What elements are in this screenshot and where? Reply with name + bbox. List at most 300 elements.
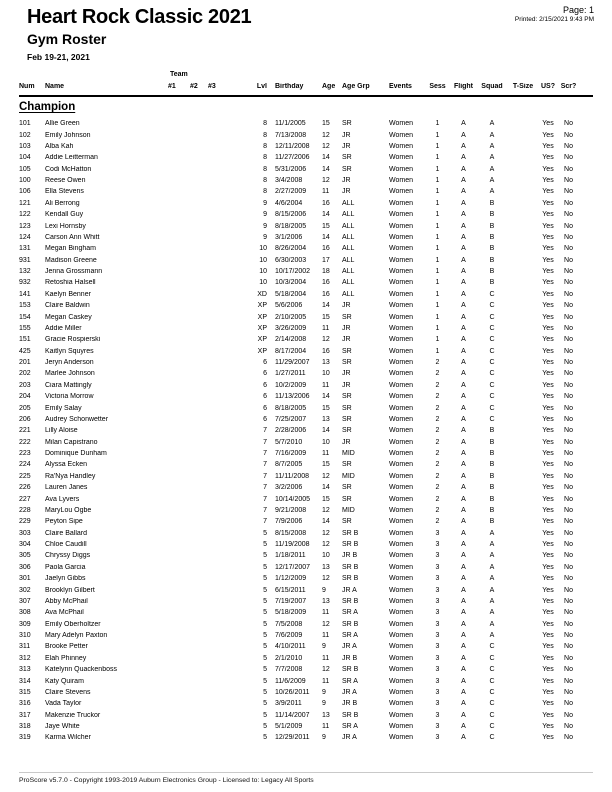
cell-flight: A xyxy=(461,518,466,526)
cell-squad: B xyxy=(489,268,495,276)
cell-sess: 1 xyxy=(435,211,440,219)
cell-age: 11 xyxy=(322,677,330,685)
cell-squad: B xyxy=(489,495,495,503)
cell-lvl: 7 xyxy=(263,472,267,480)
cell-sess: 3 xyxy=(435,586,440,594)
cell-sess: 1 xyxy=(435,336,440,344)
cell-sess: 3 xyxy=(435,563,440,571)
cell-name: Lexi Hornsby xyxy=(45,222,86,230)
cell-num: 221 xyxy=(19,427,31,435)
cell-birthday: 5/7/2010 xyxy=(275,438,303,446)
cell-age-grp: JR A xyxy=(342,734,357,742)
cell-age-grp: ALL xyxy=(342,233,355,241)
cell-num: 201 xyxy=(19,359,31,367)
cell-age-grp: JR A xyxy=(342,586,357,594)
cell-events: Women xyxy=(389,518,413,526)
cell-squad: A xyxy=(489,632,495,640)
cell-squad: C xyxy=(489,734,495,742)
cell-name: Claire Stevens xyxy=(45,688,91,696)
cell-flight: A xyxy=(461,370,466,378)
cell-name: Emily Salay xyxy=(45,404,82,412)
cell-age-grp: JR xyxy=(342,188,351,196)
cell-lvl: 7 xyxy=(263,518,267,526)
cell-us: Yes xyxy=(542,302,554,310)
cell-name: Addie Leitterman xyxy=(45,154,98,162)
header-age: Age xyxy=(322,83,336,90)
roster-row xyxy=(19,243,580,254)
cell-us: Yes xyxy=(542,177,554,185)
cell-us: Yes xyxy=(542,461,554,469)
cell-events: Women xyxy=(389,324,413,332)
cell-events: Women xyxy=(389,620,413,628)
cell-name: Abby McPhail xyxy=(45,597,88,605)
cell-age-grp: SR B xyxy=(342,529,359,537)
cell-events: Women xyxy=(389,256,413,264)
cell-scr: No xyxy=(564,279,573,287)
table-header-row xyxy=(19,83,580,90)
cell-flight: A xyxy=(461,688,466,696)
roster-row xyxy=(19,641,580,652)
header-squad: Squad xyxy=(481,83,503,90)
cell-name: Marlee Johnson xyxy=(45,370,95,378)
cell-num: 310 xyxy=(19,632,31,640)
cell-flight: A xyxy=(461,211,466,219)
cell-squad: C xyxy=(489,654,495,662)
cell-birthday: 11/14/2007 xyxy=(275,711,310,719)
cell-num: 304 xyxy=(19,541,31,549)
cell-scr: No xyxy=(564,142,573,150)
cell-age: 14 xyxy=(322,165,330,173)
cell-num: 141 xyxy=(19,290,31,298)
cell-age-grp: SR xyxy=(342,393,352,401)
cell-lvl: 5 xyxy=(263,632,267,640)
cell-squad: A xyxy=(489,575,495,583)
cell-name: Megan Bingham xyxy=(45,245,96,253)
cell-lvl: 7 xyxy=(263,427,267,435)
cell-flight: A xyxy=(461,677,466,685)
cell-num: 303 xyxy=(19,529,31,537)
roster-row xyxy=(19,732,580,743)
cell-scr: No xyxy=(564,529,573,537)
cell-age: 16 xyxy=(322,279,330,287)
cell-age: 12 xyxy=(322,142,330,150)
cell-flight: A xyxy=(461,324,466,332)
cell-squad: A xyxy=(489,552,495,560)
cell-flight: A xyxy=(461,597,466,605)
cell-birthday: 7/7/2008 xyxy=(275,666,303,674)
roster-row xyxy=(19,129,580,140)
cell-age-grp: ALL xyxy=(342,222,355,230)
cell-name: Gracie Rospierski xyxy=(45,336,101,344)
roster-row xyxy=(19,220,580,231)
cell-age: 16 xyxy=(322,347,330,355)
roster-rows xyxy=(19,118,580,744)
cell-age-grp: SR A xyxy=(342,632,358,640)
cell-flight: A xyxy=(461,359,466,367)
cell-flight: A xyxy=(461,734,466,742)
cell-age-grp: MID xyxy=(342,472,355,480)
cell-num: 305 xyxy=(19,552,31,560)
cell-scr: No xyxy=(564,461,573,469)
cell-sess: 2 xyxy=(435,427,440,435)
cell-age: 15 xyxy=(322,495,330,503)
cell-squad: B xyxy=(489,506,495,514)
cell-sess: 1 xyxy=(435,131,440,139)
cell-num: 103 xyxy=(19,142,31,150)
cell-us: Yes xyxy=(542,165,554,173)
roster-row xyxy=(19,482,580,493)
cell-events: Women xyxy=(389,688,413,696)
cell-age: 14 xyxy=(322,302,330,310)
cell-sess: 1 xyxy=(435,290,440,298)
cell-name: Emily Oberholtzer xyxy=(45,620,101,628)
cell-events: Women xyxy=(389,381,413,389)
roster-row xyxy=(19,164,580,175)
cell-events: Women xyxy=(389,211,413,219)
cell-sess: 3 xyxy=(435,666,440,674)
cell-us: Yes xyxy=(542,632,554,640)
cell-events: Women xyxy=(389,142,413,150)
cell-flight: A xyxy=(461,723,466,731)
cell-lvl: 8 xyxy=(263,142,267,150)
cell-us: Yes xyxy=(542,427,554,435)
roster-row xyxy=(19,471,580,482)
cell-birthday: 8/26/2004 xyxy=(275,245,307,253)
cell-birthday: 3/26/2009 xyxy=(275,324,307,332)
roster-row xyxy=(19,493,580,504)
cell-lvl: 5 xyxy=(263,552,267,560)
section-heading-champion: Champion xyxy=(19,101,76,113)
cell-flight: A xyxy=(461,404,466,412)
cell-flight: A xyxy=(461,632,466,640)
cell-birthday: 2/27/2009 xyxy=(275,188,307,196)
cell-us: Yes xyxy=(542,723,554,731)
cell-sess: 3 xyxy=(435,541,440,549)
cell-flight: A xyxy=(461,245,466,253)
cell-age-grp: SR B xyxy=(342,597,359,605)
cell-num: 311 xyxy=(19,643,31,651)
cell-squad: C xyxy=(489,381,495,389)
cell-flight: A xyxy=(461,563,466,571)
cell-scr: No xyxy=(564,415,573,423)
cell-us: Yes xyxy=(542,700,554,708)
cell-events: Women xyxy=(389,734,413,742)
cell-scr: No xyxy=(564,552,573,560)
cell-num: 932 xyxy=(19,279,31,287)
cell-age: 15 xyxy=(322,404,330,412)
cell-events: Women xyxy=(389,302,413,310)
cell-scr: No xyxy=(564,586,573,594)
cell-lvl: 5 xyxy=(263,654,267,662)
cell-scr: No xyxy=(564,609,573,617)
roster-row xyxy=(19,448,580,459)
cell-scr: No xyxy=(564,677,573,685)
cell-events: Women xyxy=(389,347,413,355)
cell-age: 13 xyxy=(322,415,330,423)
cell-name: Ava Lyvers xyxy=(45,495,80,503)
cell-sess: 1 xyxy=(435,233,440,241)
cell-squad: C xyxy=(489,336,495,344)
roster-row xyxy=(19,346,580,357)
cell-age-grp: SR B xyxy=(342,541,359,549)
cell-flight: A xyxy=(461,541,466,549)
cell-sess: 1 xyxy=(435,302,440,310)
cell-age-grp: SR xyxy=(342,313,352,321)
cell-squad: C xyxy=(489,359,495,367)
cell-lvl: 5 xyxy=(263,620,267,628)
cell-scr: No xyxy=(564,177,573,185)
cell-flight: A xyxy=(461,552,466,560)
cell-birthday: 8/18/2005 xyxy=(275,404,307,412)
cell-sess: 2 xyxy=(435,506,440,514)
cell-age: 14 xyxy=(322,393,330,401)
cell-age: 12 xyxy=(322,336,330,344)
cell-lvl: 6 xyxy=(263,393,267,401)
cell-sess: 3 xyxy=(435,711,440,719)
cell-scr: No xyxy=(564,393,573,401)
cell-num: 204 xyxy=(19,393,31,401)
roster-row xyxy=(19,550,580,561)
cell-scr: No xyxy=(564,188,573,196)
cell-lvl: 7 xyxy=(263,438,267,446)
cell-events: Women xyxy=(389,461,413,469)
cell-birthday: 8/7/2005 xyxy=(275,461,303,469)
cell-birthday: 7/5/2008 xyxy=(275,620,303,628)
cell-squad: A xyxy=(489,620,495,628)
cell-lvl: XP xyxy=(257,302,267,310)
cell-lvl: 5 xyxy=(263,700,267,708)
cell-age-grp: JR xyxy=(342,336,351,344)
cell-birthday: 11/29/2007 xyxy=(275,359,310,367)
cell-birthday: 11/19/2008 xyxy=(275,541,310,549)
roster-row xyxy=(19,380,580,391)
cell-age: 12 xyxy=(322,575,330,583)
cell-scr: No xyxy=(564,427,573,435)
cell-num: 222 xyxy=(19,438,31,446)
cell-birthday: 7/13/2008 xyxy=(275,131,307,139)
cell-num: 202 xyxy=(19,370,31,378)
cell-num: 313 xyxy=(19,666,31,674)
cell-name: Addie Miller xyxy=(45,324,82,332)
cell-birthday: 7/6/2009 xyxy=(275,632,303,640)
cell-age-grp: SR xyxy=(342,495,352,503)
cell-scr: No xyxy=(564,472,573,480)
cell-squad: A xyxy=(489,177,495,185)
cell-events: Women xyxy=(389,495,413,503)
cell-lvl: 5 xyxy=(263,563,267,571)
cell-squad: C xyxy=(489,711,495,719)
cell-lvl: 6 xyxy=(263,370,267,378)
cell-sess: 3 xyxy=(435,632,440,640)
cell-birthday: 7/9/2006 xyxy=(275,518,303,526)
roster-row xyxy=(19,414,580,425)
cell-name: Dominique Dunham xyxy=(45,450,107,458)
roster-row xyxy=(19,539,580,550)
cell-name: Peyton Sipe xyxy=(45,518,83,526)
cell-sess: 1 xyxy=(435,120,440,128)
cell-flight: A xyxy=(461,495,466,503)
cell-scr: No xyxy=(564,575,573,583)
cell-age-grp: SR A xyxy=(342,677,358,685)
cell-sess: 3 xyxy=(435,552,440,560)
cell-age-grp: SR xyxy=(342,484,352,492)
cell-lvl: 8 xyxy=(263,177,267,185)
header-birthday: Birthday xyxy=(275,83,304,90)
cell-squad: B xyxy=(489,245,495,253)
cell-scr: No xyxy=(564,563,573,571)
cell-lvl: 7 xyxy=(263,506,267,514)
roster-row xyxy=(19,437,580,448)
cell-birthday: 4/10/2011 xyxy=(275,643,306,651)
cell-birthday: 3/1/2006 xyxy=(275,233,303,241)
cell-lvl: 8 xyxy=(263,120,267,128)
cell-squad: A xyxy=(489,563,495,571)
cell-flight: A xyxy=(461,575,466,583)
cell-name: Retoshia Halsell xyxy=(45,279,96,287)
header-flight: Flight xyxy=(453,83,474,90)
cell-age-grp: JR A xyxy=(342,643,357,651)
cell-birthday: 2/28/2006 xyxy=(275,427,307,435)
cell-us: Yes xyxy=(542,688,554,696)
cell-num: 105 xyxy=(19,165,31,173)
cell-age: 12 xyxy=(322,506,330,514)
roster-row xyxy=(19,323,580,334)
cell-us: Yes xyxy=(542,666,554,674)
cell-us: Yes xyxy=(542,290,554,298)
cell-us: Yes xyxy=(542,518,554,526)
roster-row xyxy=(19,402,580,413)
cell-name: Kaitlyn Squyres xyxy=(45,347,94,355)
cell-num: 106 xyxy=(19,188,31,196)
cell-birthday: 12/29/2011 xyxy=(275,734,310,742)
cell-scr: No xyxy=(564,597,573,605)
cell-sess: 2 xyxy=(435,472,440,480)
cell-scr: No xyxy=(564,165,573,173)
footer-license-text: ProScore v5.7.0 - Copyright 1993-2019 Auburn Electronics Group - Licensed to: Legacy All Sports xyxy=(19,777,314,784)
cell-age-grp: SR xyxy=(342,165,352,173)
event-date-range: Feb 19-21, 2021 xyxy=(27,52,90,62)
roster-row xyxy=(19,425,580,436)
cell-name: Kaelyn Benner xyxy=(45,290,91,298)
cell-lvl: XD xyxy=(257,290,267,298)
cell-age: 12 xyxy=(322,620,330,628)
roster-row xyxy=(19,186,580,197)
cell-lvl: 5 xyxy=(263,529,267,537)
cell-scr: No xyxy=(564,302,573,310)
cell-name: Audrey Schonwetter xyxy=(45,415,109,423)
roster-row xyxy=(19,573,580,584)
cell-name: Codi McHatton xyxy=(45,165,92,173)
cell-squad: A xyxy=(489,154,495,162)
cell-lvl: 8 xyxy=(263,131,267,139)
cell-age-grp: ALL xyxy=(342,279,355,287)
cell-num: 205 xyxy=(19,404,31,412)
cell-flight: A xyxy=(461,620,466,628)
cell-sess: 1 xyxy=(435,279,440,287)
cell-scr: No xyxy=(564,381,573,389)
cell-flight: A xyxy=(461,279,466,287)
cell-age: 11 xyxy=(322,381,330,389)
cell-age: 12 xyxy=(322,666,330,674)
cell-us: Yes xyxy=(542,541,554,549)
cell-events: Women xyxy=(389,370,413,378)
roster-row xyxy=(19,198,580,209)
roster-row xyxy=(19,528,580,539)
cell-us: Yes xyxy=(542,472,554,480)
cell-sess: 3 xyxy=(435,677,440,685)
cell-scr: No xyxy=(564,484,573,492)
cell-birthday: 6/15/2011 xyxy=(275,586,306,594)
cell-sess: 1 xyxy=(435,177,440,185)
cell-flight: A xyxy=(461,222,466,230)
roster-row xyxy=(19,266,580,277)
cell-name: Claire Baldwin xyxy=(45,302,90,310)
cell-sess: 1 xyxy=(435,142,440,150)
cell-squad: B xyxy=(489,518,495,526)
roster-row xyxy=(19,311,580,322)
cell-squad: B xyxy=(489,211,495,219)
cell-num: 227 xyxy=(19,495,31,503)
cell-scr: No xyxy=(564,245,573,253)
cell-flight: A xyxy=(461,313,466,321)
cell-age-grp: JR xyxy=(342,370,351,378)
cell-sess: 3 xyxy=(435,597,440,605)
cell-us: Yes xyxy=(542,484,554,492)
cell-us: Yes xyxy=(542,370,554,378)
cell-age: 13 xyxy=(322,359,330,367)
cell-events: Women xyxy=(389,404,413,412)
cell-us: Yes xyxy=(542,552,554,560)
roster-row xyxy=(19,289,580,300)
cell-flight: A xyxy=(461,347,466,355)
cell-flight: A xyxy=(461,450,466,458)
cell-num: 155 xyxy=(19,324,31,332)
cell-events: Women xyxy=(389,711,413,719)
cell-sess: 2 xyxy=(435,381,440,389)
cell-squad: A xyxy=(489,609,495,617)
cell-squad: A xyxy=(489,188,495,196)
cell-lvl: 5 xyxy=(263,666,267,674)
cell-birthday: 2/10/2005 xyxy=(275,313,307,321)
cell-flight: A xyxy=(461,302,466,310)
cell-age-grp: ALL xyxy=(342,199,355,207)
cell-squad: A xyxy=(489,541,495,549)
cell-num: 319 xyxy=(19,734,31,742)
cell-sess: 2 xyxy=(435,450,440,458)
roster-row xyxy=(19,562,580,573)
roster-row xyxy=(19,300,580,311)
cell-us: Yes xyxy=(542,131,554,139)
report-title: Heart Rock Classic 2021 xyxy=(27,6,252,28)
cell-us: Yes xyxy=(542,359,554,367)
cell-lvl: 10 xyxy=(259,245,267,253)
cell-num: 225 xyxy=(19,472,31,480)
roster-row xyxy=(19,141,580,152)
cell-us: Yes xyxy=(542,711,554,719)
cell-scr: No xyxy=(564,233,573,241)
cell-birthday: 11/11/2008 xyxy=(275,472,309,480)
cell-lvl: 8 xyxy=(263,165,267,173)
cell-name: Lauren Janes xyxy=(45,484,88,492)
cell-squad: C xyxy=(489,290,495,298)
cell-sess: 1 xyxy=(435,199,440,207)
header-us: US? xyxy=(541,83,555,90)
cell-sess: 3 xyxy=(435,575,440,583)
cell-age: 10 xyxy=(322,370,330,378)
cell-flight: A xyxy=(461,711,466,719)
cell-num: 206 xyxy=(19,415,31,423)
cell-squad: C xyxy=(489,677,495,685)
